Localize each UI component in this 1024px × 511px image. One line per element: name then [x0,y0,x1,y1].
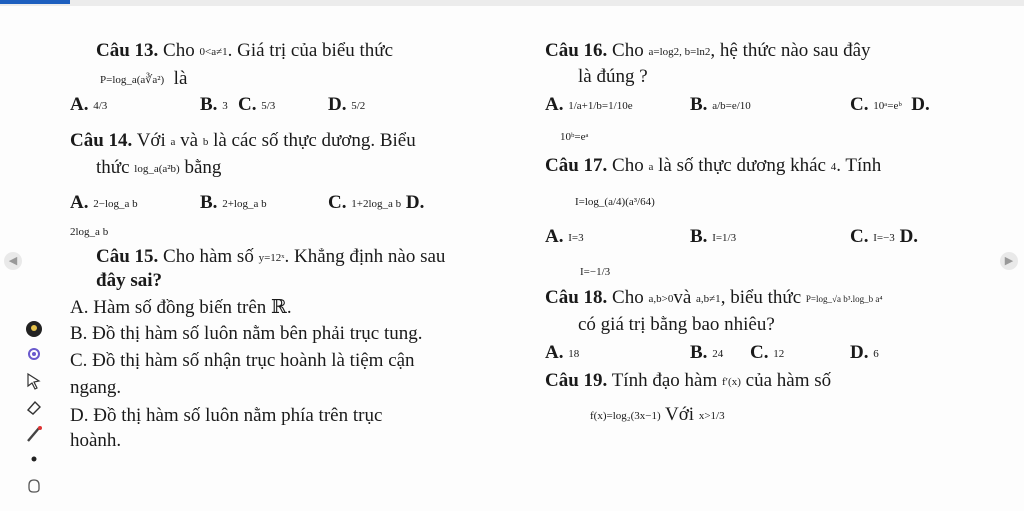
q15-line2: đây sai? [96,270,162,291]
q15-option-d-line2: hoành. [70,430,122,451]
q17-opt-d[interactable]: I=−1/3 [580,266,611,278]
q17-opt-a-label[interactable]: A. [545,226,564,247]
pin-icon [25,320,43,338]
pen-tool[interactable] [25,425,43,443]
q17-expression-line [575,190,655,213]
q13-option-c [238,94,275,117]
q16-text: Cho [607,40,649,61]
q13-la: là [173,68,188,89]
q18-line2: có giá trị bằng bao nhiêu? [578,314,775,335]
q18-option-d [850,342,879,365]
q14-b: b [202,136,209,148]
q15-option-d-line1[interactable]: D. Đồ thị hàm số luôn nằm phía trên trục [70,405,383,426]
q17-title: Câu 17. [545,155,608,176]
q13-opt-b-label[interactable]: B. [200,94,218,115]
q19-derivative: f′(x) [721,376,741,388]
question-18-line1 [545,287,883,310]
q16-opt-c[interactable]: 10ᵃ=eᵇ [873,100,902,112]
q13-opt-a-label[interactable]: A. [70,94,89,115]
q13-opt-b[interactable]: 3 [222,100,228,112]
q17-option-b [690,226,736,249]
q17-expression: I=log_(a/4)(a³/64) [575,196,655,208]
q15-rest: . Khẳng định nào sau [284,246,446,267]
q14-option-b [200,192,267,215]
q16-rest: , hệ thức nào sau đây [710,40,871,61]
q13-option-b [200,94,228,117]
next-page-button[interactable] [1000,252,1018,270]
q17-opt-c-label[interactable]: C. [850,226,869,247]
question-16-line1 [545,40,871,63]
q14-thuc: thức [96,157,130,178]
q13-opt-d[interactable]: 5/2 [351,100,366,112]
question-19-line1 [545,370,831,393]
q17-opt-b-label[interactable]: B. [690,226,708,247]
q14-option-a [70,192,138,215]
q18-opt-a[interactable]: 18 [568,348,580,360]
q13-opt-c-label[interactable]: C. [238,94,257,115]
q15-option-c-line1[interactable]: C. Đồ thị hàm số nhận trục hoành là tiệm cận [70,350,415,371]
q16-opt-a-label[interactable]: A. [545,94,564,115]
pen-icon [25,425,43,443]
q16-opt-c-label[interactable]: C. [850,94,869,115]
q18-option-b [690,342,723,365]
q19-rest: của hàm số [740,370,832,391]
question-14-line2 [96,157,221,180]
q18-opt-d-label[interactable]: D. [850,342,869,363]
prev-page-button[interactable] [4,252,22,270]
q16-opt-d[interactable]: 10ᵇ=eᵃ [560,131,589,143]
q16-opt-d-label[interactable]: D. [911,94,930,115]
q18-opt-c-label[interactable]: C. [750,342,769,363]
q14-opt-c[interactable]: 1+2log_a b [351,198,402,210]
eraser-tool[interactable] [25,398,43,416]
q13-opt-d-label[interactable]: D. [328,94,347,115]
q18-opt-a-label[interactable]: A. [545,342,564,363]
q15-option-b[interactable]: B. Đồ thị hàm số luôn nằm bên phải trục tung. [70,323,423,344]
question-14-line1 [70,130,416,153]
q15-option-c-line2: ngang. [70,377,122,398]
q14-opt-a-label[interactable]: A. [70,192,89,213]
q16-opt-b[interactable]: a/b=e/10 [712,100,751,112]
q19-voi: Với [660,404,699,425]
question-17-line1 [545,155,881,178]
q18-opt-c[interactable]: 12 [773,348,785,360]
q18-opt-b-label[interactable]: B. [690,342,708,363]
q19-title: Câu 19. [545,370,608,391]
q16-opt-b-label[interactable]: B. [690,94,708,115]
q14-a: a [170,136,176,148]
q16-line2: là đúng ? [578,66,648,87]
q14-opt-a[interactable]: 2−log_a b [93,198,138,210]
q18-rest: , biểu thức [720,287,806,308]
q16-values: a=log2, b=ln2 [648,46,711,58]
highlighter-tool[interactable] [25,345,43,363]
question-13-line2 [100,68,187,91]
dot-icon [25,450,43,468]
q14-opt-b[interactable]: 2+log_a b [222,198,267,210]
q18-cond1: a,b>0 [648,293,674,305]
q14-opt-d-label[interactable]: D. [405,192,425,213]
q14-rest: là các số thực dương. Biểu [208,130,416,151]
question-13-line1 [96,40,393,63]
q18-option-a [545,342,579,365]
q14-option-c [328,192,424,215]
q14-option-d [70,220,108,243]
pin-tool[interactable] [25,320,43,338]
q14-expression: log_a(a²b) [134,163,180,175]
q15-function: y=12ˣ [258,252,285,264]
q18-opt-d[interactable]: 6 [873,348,879,360]
q17-opt-d-label[interactable]: D. [899,226,919,247]
q17-option-d [580,260,610,283]
q18-option-c [750,342,784,365]
q19-condition: x>1/3 [698,410,725,422]
progress-accent [0,0,70,4]
cursor-icon [25,372,43,390]
q17-tinh: . Tính [836,155,882,176]
q18-title: Câu 18. [545,287,608,308]
q17-four: 4 [830,161,837,173]
q15-text: Cho hàm số [158,246,259,267]
q19-text: Tính đạo hàm [607,370,722,391]
q14-va: và [175,130,203,151]
q18-va: và [673,287,692,308]
q16-title: Câu 16. [545,40,608,61]
q13-option-d [328,94,365,117]
q15-title: Câu 15. [96,246,159,267]
q13-expression: P=log_a(a∛a²) [100,74,165,86]
q16-option-d [560,125,589,148]
q14-text: Với [132,130,171,151]
eraser-icon [25,398,43,416]
q16-option-a [545,94,633,117]
q17-option-c [850,226,918,249]
q18-opt-b[interactable]: 24 [712,348,724,360]
dot-tool[interactable] [25,450,43,468]
question-15-line1 [96,246,445,269]
q16-option-c [850,94,930,117]
q17-rest: là số thực dương khác [653,155,831,176]
q16-option-b [690,94,751,117]
q18-expression: P=log_√a b³.log_b a⁴ [805,294,883,304]
question-19-line2 [590,404,725,427]
q15-option-a[interactable]: A. Hàm số đồng biến trên ℝ. [70,297,292,318]
q17-opt-c[interactable]: I=−3 [873,232,895,244]
q13-opt-c[interactable]: 5/3 [261,100,276,112]
q13-options [70,94,107,117]
chevron-left-icon: ◀ [8,254,18,267]
q13-title: Câu 13. [96,40,159,61]
q18-text: Cho [607,287,649,308]
q14-opt-d[interactable]: 2log_a b [70,226,109,238]
q18-cond2: a,b≠1 [696,293,721,305]
q17-opt-b[interactable]: I=1/3 [712,232,737,244]
chevron-right-icon: ▶ [1004,254,1014,267]
q16-opt-a[interactable]: 1/a+1/b=1/10e [568,100,633,112]
q17-a: a [648,161,654,173]
q13-condition: 0<a≠1 [199,46,228,58]
q13-opt-a[interactable]: 4/3 [93,100,108,112]
q14-title: Câu 14. [70,130,133,151]
hand-icon [25,476,43,494]
circle-dot-icon [25,345,43,363]
q17-text: Cho [607,155,649,176]
q13-text: Cho [158,40,200,61]
q17-option-a [545,226,584,249]
cursor-tool[interactable] [25,372,43,390]
q19-function: f(x)=log₂(3x−1) [590,410,661,422]
top-progress-bar [0,0,1024,6]
q14-bang: bằng [184,157,222,178]
q14-opt-b-label[interactable]: B. [200,192,218,213]
q13-rest: . Giá trị của biểu thức [227,40,394,61]
hand-tool[interactable] [25,476,43,494]
q14-opt-c-label[interactable]: C. [328,192,347,213]
q17-opt-a[interactable]: I=3 [568,232,584,244]
